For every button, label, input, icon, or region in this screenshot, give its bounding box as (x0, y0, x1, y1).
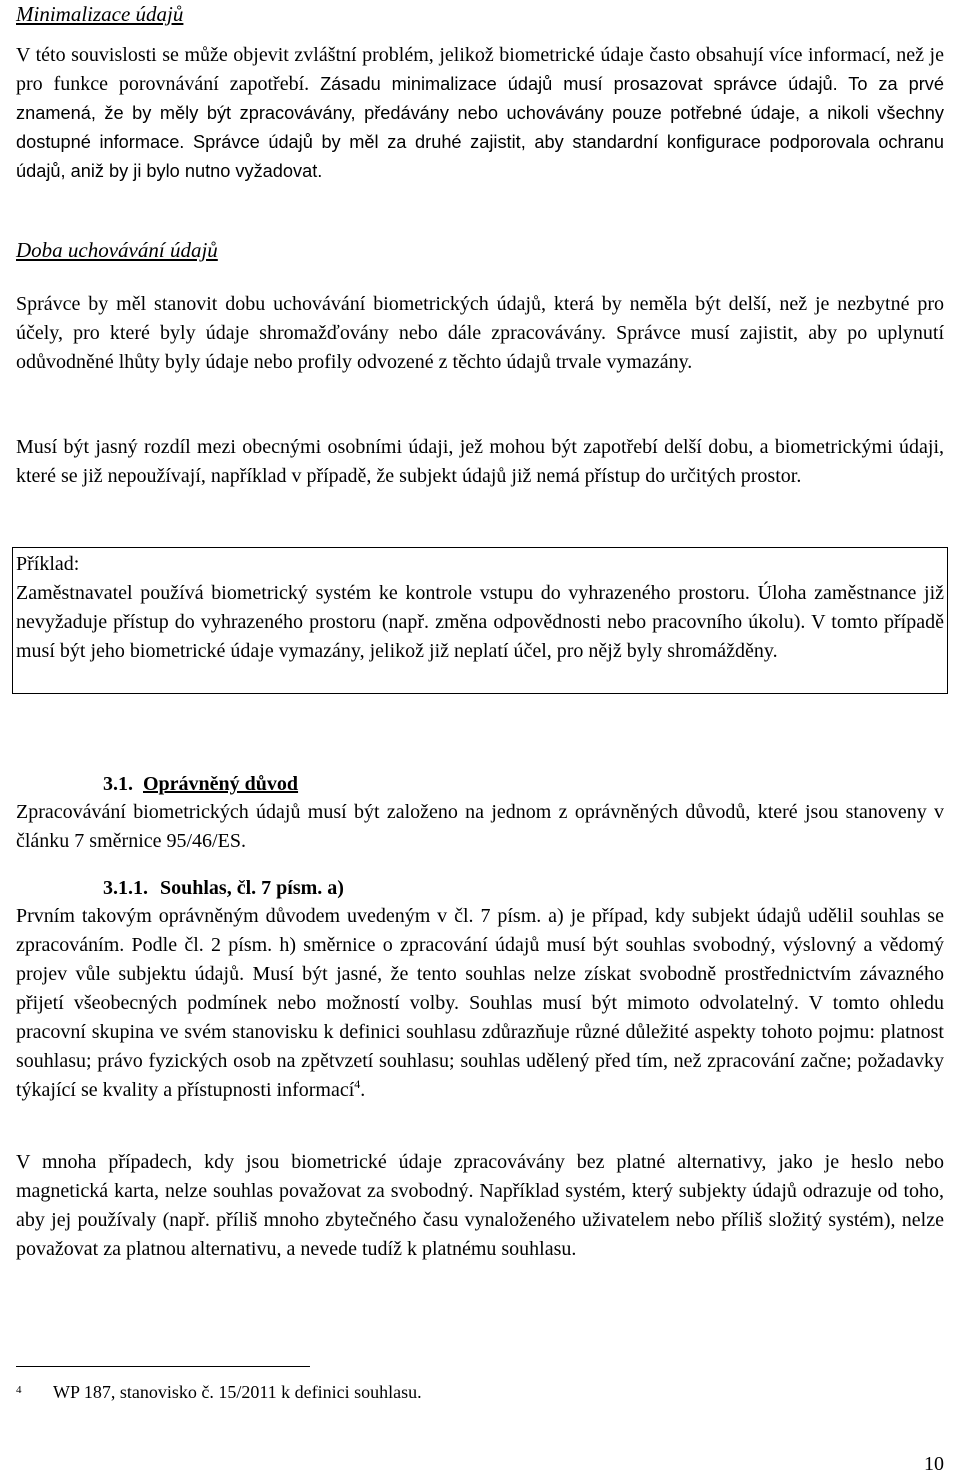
section-3-1-1-paragraph-1 (16, 902, 944, 1105)
section-3-1-1-title: Souhlas, čl. 7 písm. a) (160, 877, 344, 899)
footnote-separator (16, 1366, 310, 1367)
minimization-heading: Minimalizace údajů (16, 2, 184, 26)
retention-paragraph-1: Správce by měl stanovit dobu uchovávání biometrických údajů, která by neměla být delší, než je nezbytné pro účely, pro které byly údaje shromažďovány nebo dále zpracovávány. Správce musí zajistit, aby po uplynutí odůvodněné lhůty byly údaje nebo profily odvozené z těchto údajů trvale vymazány. (16, 293, 944, 373)
minimization-text-sans: Zásadu minimalizace údajů musí prosazovat správce údajů. To za prvé znamená, že by měly být zpracovávány, předávány nebo uchovávány pouze potřebné údaje, a nikoli všechny dostupné informace. Správce údajů by měl za druhé zajistit, aby standardní konfigurace podporovala ochranu údajů, aniž by ji bylo nutno vyžadovat. (16, 74, 945, 181)
example-box (12, 547, 948, 694)
section-3-1-1-text-1: Prvním takovým oprávněným důvodem uvedeným v čl. 7 písm. a) je případ, kdy subjekt údajů udělil souhlas se zpracováním. Podle čl. 2 písm. h) směrnice o zpracování údajů musí být souhlas svobodný, výslovný a vědomý projev vůle subjektu údajů. Musí být jasné, že tento souhlas nelze získat svobodně prostřednictvím závazného přijetí všeobecných podmínek nebo možností volby. Souhlas musí být mimoto odvolatelný. V tomto ohledu pracovní skupina ve svém stanovisku k definici souhlasu zdůrazňuje různé důležité aspekty tohoto pojmu: platnost souhlasu; právo fyzických osob na zpětvzetí souhlasu; souhlas udělený před tím, než zpracování začne; požadavky týkající se kvality a přístupnosti informací (16, 905, 944, 1101)
retention-heading: Doba uchovávání údajů (16, 238, 218, 262)
section-3-1-1-heading (103, 874, 344, 903)
section-3-1-number: 3.1. (103, 773, 133, 795)
section-3-1-1-text-1-end: . (360, 1079, 366, 1101)
retention-paragraph-2: Musí být jasný rozdíl mezi obecnými osobními údaji, jež mohou být zapotřebí delší dobu, a biometrickými údaji, které se již nepoužívají, například v případě, že subjekt údajů již nemá přístup do určitých prostor. (16, 436, 944, 487)
footnote-number: 4 (16, 1384, 22, 1396)
minimization-text-serif: V této souvislosti se může objevit zvláštní problém, jelikož biometrické údaje často obsahují více informací, než je pro funkce porovnávání zapotřebí. (16, 44, 944, 95)
section-3-1-text: Zpracovávání biometrických údajů musí být založeno na jednom z oprávněných důvodů, které jsou stanoveny v článku 7 směrnice 95/46/ES. (16, 801, 944, 852)
section-3-1-1-paragraph-2: V mnoha případech, kdy jsou biometrické údaje zpracovávány bez platné alternativy, jako je heslo nebo magnetická karta, nelze souhlas považovat za svobodný. Například systém, který subjekty údajů odrazuje od toho, aby jej používaly (např. příliš mnoho zbytečného času vynaloženého uživatelem nebo příliš složitý systém), nelze považovat za platnou alternativu, a nevede tudíž k platnému souhlasu. (16, 1151, 944, 1260)
footnote-text: WP 187, stanovisko č. 15/2011 k definici souhlasu. (53, 1382, 422, 1402)
section-3-1-1-number: 3.1.1. (103, 877, 148, 899)
example-text: Zaměstnavatel používá biometrický systém ke kontrole vstupu do vyhrazeného prostoru. Úloha zaměstnance již nevyžaduje přístup do vyhrazeného prostoru (např. změna odpovědnosti nebo pracovního úkolu). V tomto případě musí být jeho biometrické údaje vymazány, jelikož již neplatí účel, pro nějž byly shromážděny. (16, 582, 944, 662)
example-label: Příklad: (16, 553, 80, 575)
section-3-1-title: Oprávněný důvod (143, 773, 299, 795)
footnote-reference[interactable]: 4 (354, 1077, 361, 1091)
page-number: 10 (924, 1453, 944, 1475)
minimization-paragraph (16, 41, 944, 186)
footnote (16, 1378, 422, 1406)
section-3-1-heading (103, 770, 298, 799)
